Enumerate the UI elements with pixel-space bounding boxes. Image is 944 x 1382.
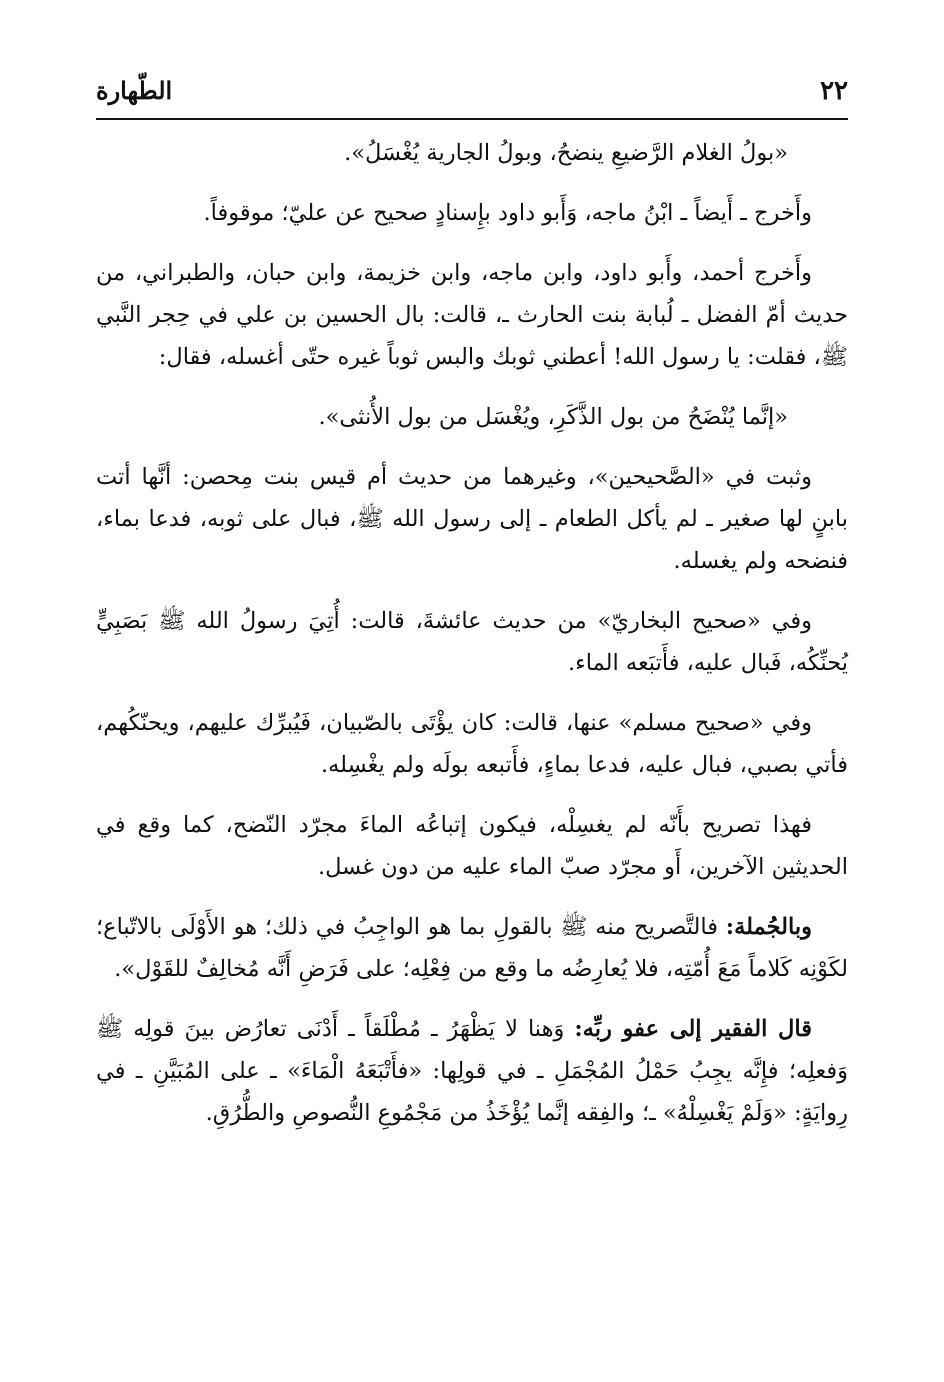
- paragraph: [96, 600, 848, 684]
- paragraph: [96, 456, 848, 582]
- paragraph: [96, 702, 848, 786]
- page-header: [96, 70, 848, 116]
- paragraph: [96, 192, 848, 234]
- paragraph: [96, 1008, 848, 1134]
- page-number: ٢٢: [820, 76, 848, 106]
- paragraph-text: فهذا تصريح بأَنّه لم يغسِلْه، فيكون إتباعُه الماءَ مجرّد النّضح، كما وقع في الحديثين الآخرين، أَو مجرّد صبّ الماء عليه من دون غسل.: [96, 812, 848, 880]
- paragraph-text: وثبت في «الصَّحيحين»، وغيرهما من حديث أم قيس بنت مِحصن: أنَّها أتت بابنٍ لها صغير ـ لم يأكل الطعام ـ إلى رسول الله ﷺ، فبال على ثوبه، فدعا بماء، فنضحه ولم يغسله.: [96, 464, 848, 574]
- paragraph-lead: قال الفقير إلى عفو ربِّه:: [574, 1016, 813, 1042]
- paragraph: [96, 252, 848, 378]
- paragraph-text: «إنَّما يُنْضَحُ من بول الذَّكَرِ، ويُغْسَل من بول الأُنثى».: [318, 404, 788, 430]
- paragraph-text: فالتَّصريح منه ﷺ بالقولِ بما هو الواجِبُ في ذلك؛ هو الأَوْلَى بالاتّباع؛ لكَوْنِه كَلاماً مَعَ أُمّتِه، فلا يُعارِضُه ما وقع من فِعْلِه؛ على فَرَضِ أَنَّه مُخالِفٌ للقَوْل».: [96, 914, 848, 982]
- header-rule: [96, 118, 848, 120]
- paragraph-text: وفي «صحيح مسلم» عنها، قالت: كان يؤْتَى بالصّبيان، فَيُبرِّك عليهم، ويحنّكُهم، فأتي بصبي، فبال عليه، فدعا بماءٍ، فأَتبعه بولَه ولم يغْسِله.: [96, 710, 848, 778]
- paragraph-text: وَهنا لا يَظْهَرُ ـ مُطْلَقاً ـ أَدْنَى تعارُض بينَ قولِه ﷺ وَفعلِه؛ فإِنَّه يجِبُ حَمْلُ المُجْمَلِ ـ في قولِها: «فأَتْبَعَهُ الْمَاءَ» ـ على المُبَيَّنِ ـ في رِوايَةٍ: «وَلَمْ يَغْسِلْهُ» ـ؛ والفِقه إنَّما يُؤْخَذُ من مَجْمُوعِ النُّصوصِ والطُّرُقِ.: [96, 1016, 848, 1126]
- paragraph-text: وأَخرج أحمد، وأَبو داود، وابن ماجه، وابن خزيمة، وابن حبان، والطبراني، من حديث أمّ الفضل ـ لُبابة بنت الحارث ـ، قالت: بال الحسين بن علي في حِجر النَّبي ﷺ، فقلت: يا رسول الله! أعطني ثوبك والبس ثوباً غيره حتّى أغسله، فقال:: [96, 260, 848, 370]
- paragraph-text: وفي «صحيح البخاريّ» من حديث عائشةَ، قالت: أُتِيَ رسولُ الله ﷺ بَصَبِيٍّ يُحنِّكُه، فَبال عليه، فأَتبَعه الماء.: [96, 608, 848, 676]
- page-body: [96, 132, 848, 1152]
- paragraph-text: وأَخرج ـ أَيضاً ـ ابْنُ ماجه، وَأَبو داود بإِسنادٍ صحيح عن عليّ؛ موقوفاً.: [203, 200, 812, 226]
- paragraph: [96, 132, 848, 174]
- running-title: الطّهارة: [96, 76, 173, 105]
- paragraph-lead: وبالجُملة:: [725, 914, 812, 940]
- paragraph: [96, 906, 848, 990]
- paragraph-text: «بولُ الغلام الرَّضيعِ ينضحُ، وبولُ الجارية يُغْسَلُ».: [344, 140, 788, 166]
- paragraph: [96, 804, 848, 888]
- paragraph: [96, 396, 848, 438]
